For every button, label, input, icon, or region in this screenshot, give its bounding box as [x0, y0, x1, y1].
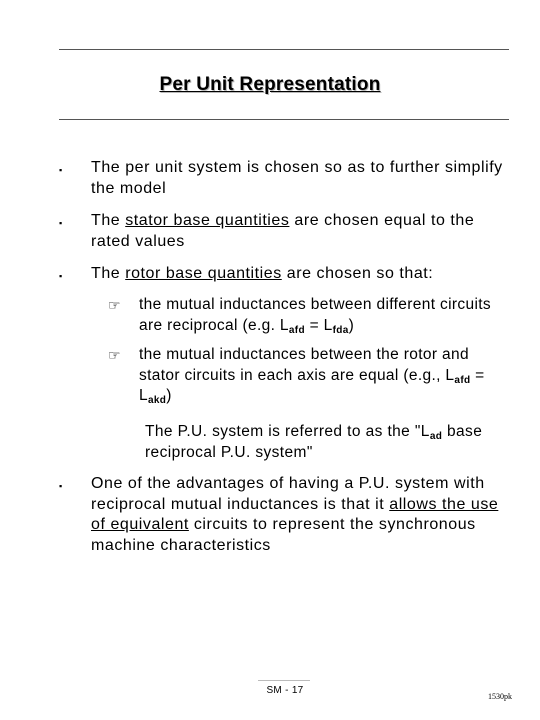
sub-bullet-2-mid: = L	[139, 366, 485, 404]
bullet-4-text	[91, 474, 511, 556]
bullet-3-post: are chosen so that:	[281, 265, 434, 282]
sub-bullet-2-text	[139, 345, 509, 407]
sub-bullet-1-end: )	[348, 316, 355, 334]
subscript: ad	[429, 431, 443, 442]
bullet-2-post: are chosen equal to the rated values	[91, 212, 475, 250]
bottom-rule	[59, 119, 509, 120]
bullet-3-text	[91, 264, 511, 285]
bullet-marker: ▪	[59, 481, 63, 491]
bullet-4-pre: One of the advantages of having a P.U. system with reciprocal mutual inductances is that it	[91, 475, 485, 513]
subscript: fda	[332, 324, 349, 336]
pointing-hand-icon: ☞	[108, 347, 121, 363]
pointing-hand-icon: ☞	[108, 297, 121, 313]
subscript: akd	[147, 395, 167, 406]
subscript: afd	[454, 374, 471, 386]
sub-bullet-2-end: )	[166, 387, 172, 404]
bullet-2-text	[91, 211, 511, 252]
sub-bullet-1-text	[139, 295, 509, 336]
bullet-3-underlined: rotor base quantities	[125, 265, 282, 282]
note-post: base reciprocal P.U. system"	[145, 423, 483, 461]
document-code: 1530pk	[488, 692, 512, 701]
bullet-2-underlined: stator base quantities	[125, 212, 290, 229]
sub-bullet-2-body: the mutual inductances between the rotor and stator circuits in each axis are equal (e.g., L	[139, 346, 469, 384]
footer-rule	[258, 680, 310, 681]
bullet-marker: ▪	[59, 271, 63, 281]
bullet-4-post: circuits to represent the synchronous machine characteristics	[91, 516, 476, 554]
bullet-marker: ▪	[59, 165, 63, 175]
bullet-marker: ▪	[59, 218, 63, 228]
bullet-2-pre: The	[91, 212, 126, 229]
bullet-3-pre: The	[91, 265, 126, 282]
sub-bullet-1-mid: = L	[304, 316, 333, 334]
subscript: afd	[288, 324, 305, 336]
note-text	[145, 422, 485, 463]
bullet-4-underlined: allows the use of equivalent	[91, 495, 499, 533]
slide-number: SM - 17	[266, 685, 304, 696]
sub-bullet-1-body: the mutual inductances between different circuits are reciprocal (e.g. L	[139, 296, 492, 334]
slide-title: Per Unit Representation	[159, 74, 381, 95]
note-pre: The P.U. system is referred to as the "L	[145, 423, 430, 440]
bullet-1-text: The per unit system is chosen so as to further simplify the model	[91, 159, 503, 197]
top-rule	[59, 49, 509, 50]
